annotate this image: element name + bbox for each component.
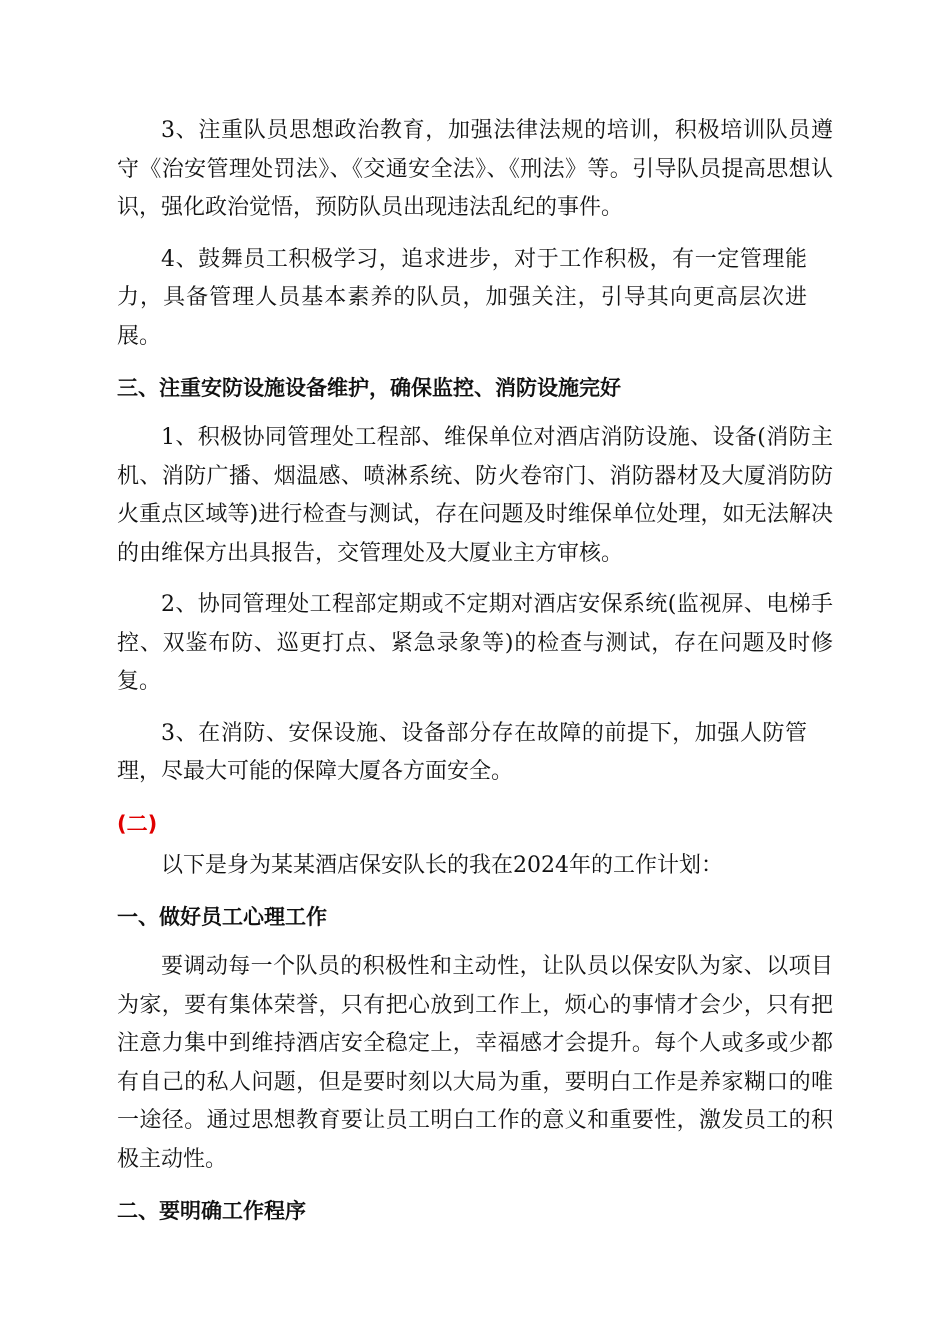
paragraph-fire-facility-inspection: 1、积极协同管理处工程部、维保单位对酒店消防设施、设备(消防主机、消防广播、烟温感、喷淋系统、防火卷帘门、消防器材及大厦消防防火重点区域等)进行检查与测试，存在问题及时维保单位处理，如无法解决的由维保方出具报告，交管理处及大厦业主方审核。 bbox=[117, 425, 833, 566]
paragraph-encourage-learning: 4、鼓舞员工积极学习，追求进步，对于工作积极，有一定管理能力，具备管理人员基本素养的队员，加强关注，引导其向更高层次进展。 bbox=[117, 246, 807, 349]
paragraph-staff-motivation: 要调动每一个队员的积极性和主动性，让队员以保安队为家、以项目为家，要有集体荣誉，只有把心放到工作上，烦心的事情才会少，只有把注意力集中到维持酒店安全稳定上，幸福感才会提升。每个人或多或少都有自己的私人问题，但是要时刻以大局为重，要明白工作是养家糊口的唯一途径。通过思想教育要让员工明白工作的意义和重要性，激发员工的积极主动性。 bbox=[117, 954, 833, 1172]
document-page bbox=[117, 112, 833, 1242]
paragraph-manual-defense: 3、在消防、安保设施、设备部分存在故障的前提下，加强人防管理，尽最大可能的保障大厦各方面安全。 bbox=[117, 720, 807, 784]
paragraph-plan-intro: 以下是身为某某酒店保安队长的我在2024年的工作计划： bbox=[161, 852, 723, 878]
heading-work-procedure: 二、要明确工作程序 bbox=[117, 1199, 306, 1223]
paragraph-political-education: 3、注重队员思想政治教育，加强法律法规的培训，积极培训队员遵守《治安管理处罚法》、《交通安全法》、《刑法》等。引导队员提高思想认识，强化政治觉悟，预防队员出现违法乱纪的事件。 bbox=[117, 118, 833, 220]
heading-staff-psychology: 一、做好员工心理工作 bbox=[117, 905, 327, 929]
paragraph-security-system-inspection: 2、协同管理处工程部定期或不定期对酒店安保系统(监视屏、电梯手控、双鉴布防、巡更打点、紧急录象等)的检查与测试，存在问题及时修复。 bbox=[117, 592, 833, 694]
heading-facility-maintenance: 三、注重安防设施设备维护，确保监控、消防设施完好 bbox=[117, 376, 621, 400]
section-marker: (二) bbox=[117, 811, 158, 836]
